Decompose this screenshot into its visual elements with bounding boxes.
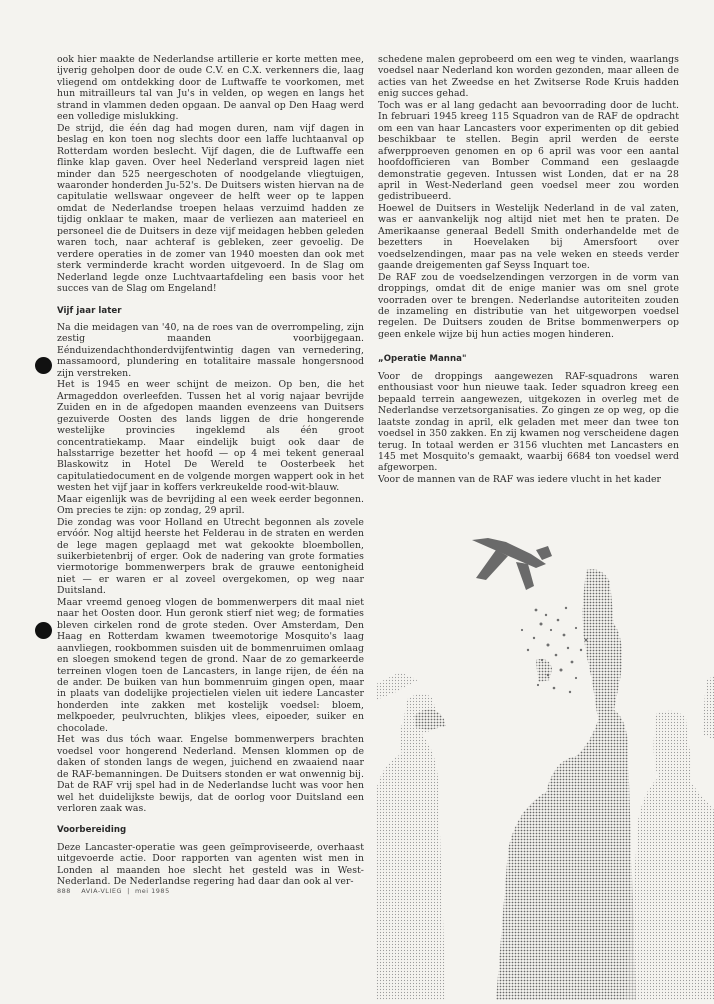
- left-column: [57, 54, 364, 888]
- body-paragraph: Het was dus tóch waar. Engelse bommenwerpers brachten voedsel voor hongerend Nederland. Mensen klommen op de daken of stonden langs de wegen, juichend en zwaaiend naar de RAF-bemanningen. De Duitsers stonden er wat onwennig bij. Dat de RAF vrij spel had in de Nederlandse lucht was voor hen wel het duidelijkste bewijs, dat de oorlog voor Duitsland een verloren zaak was.: [57, 734, 364, 814]
- halftone-photo-illustration: [376, 520, 714, 1000]
- body-paragraph: Deze Lancaster-operatie was geen geïmproviseerde, overhaast uitgevoerde actie. Door rapporten van agenten wist men in Londen al maanden hoe slecht het gesteld was in West-Nederland. De Nederlandse regering had daar dan ook al ver-: [57, 841, 364, 888]
- binder-hole-top: [35, 357, 52, 374]
- body-paragraph: Maar vreemd genoeg vlogen de bommenwerpers dit maal niet naar het Oosten door. Hun geronk stierf niet weg; de formaties bleven cirkelen rond de grote steden. Over Amsterdam, Den Haag en Rotterdam kwamen tweemotorige Mosquito's laag aanvliegen, rookbommen suisden uit de bommenruimen omlaag en sloegen smokend tegen de grond. Naar de zo gemarkeerde terreinen vlogen toen de Lancasters, in lange rijen, de één na de ander. De buiken van hun bommenruim gingen open, maar in plaats van dodelijke projectielen vielen uit iedere Lancaster honderden inte zakken met kostelijk voedsel: bloem, melkpoeder, peulvruchten, blikjes vlees, eipoeder, suiker en chocolade.: [57, 596, 364, 734]
- body-paragraph: schedene malen geprobeerd om een weg te vinden, waarlangs voedsel naar Nederland kon worden gezonden, maar alleen de acties van het Zweedse en het Zwitserse Rode Kruis hadden enig succes gehad.: [378, 54, 679, 100]
- section-heading-operatie-manna: „Operatie Manna": [378, 354, 467, 365]
- body-paragraph: De RAF zou de voedselzendingen verzorgen in de vorm van droppings, omdat dit de enige manier was om snel grote voorraden over te brengen. Nederlandse autoriteiten zouden de inzameling en distributie van het uitgeworpen voedsel regelen. De Duitsers zouden de Britse bommenwerpers op geen enkele wijze bij hun acties mogen hinderen.: [378, 271, 679, 340]
- issue-date: mei 1985: [134, 887, 170, 895]
- page-number: 888: [57, 887, 71, 895]
- body-paragraph: Toch was er al lang gedacht aan bevoorrading door de lucht. In februari 1945 kreeg 115 Squadron van de RAF de opdracht om een van haar Lancasters voor experimenten op dit gebied beschikbaar te stellen. Begin april werden de eerste afwerpproeven genomen en op 6 april was voor een aantal hoofdofficieren van Bomber Command een geslaagde demonstratie gegeven. Intussen wist Londen, dat er na 28 april in West-Nederland geen voedsel meer zou worden gedistribueerd.: [378, 99, 679, 203]
- section-heading-vijf-jaar-later: Vijf jaar later: [57, 305, 122, 316]
- page-footer: 888 AVIA-VLIEG | mei 1985: [57, 887, 170, 895]
- body-paragraph: Voor de mannen van de RAF was iedere vlucht in het kader: [378, 473, 662, 485]
- right-column: [378, 54, 679, 485]
- body-paragraph: Die zondag was voor Holland en Utrecht begonnen als zovele ervóór. Nog altijd heerste het Felderau in de straten en werden de lege magen geplaagd met wat gekookte bloembollen, suikerbietenbrij of erger. Ook de nadering van grote formaties viermotorige bommenwerpers brak de grauwe eentonigheid niet — er waren er al zoveel overgekomen, op weg naar Duitsland.: [57, 516, 364, 597]
- section-heading-voorbereiding: Voorbereiding: [57, 825, 127, 836]
- body-paragraph: Maar eigenlijk was de bevrijding al een week eerder begonnen. Om precies te zijn: op zondag, 29 april.: [57, 493, 364, 517]
- body-paragraph: ook hier maakte de Nederlandse artillerie er korte metten mee, ijverig geholpen door de oude C.V. en C.X. verkenners die, laag vliegend om ontdekking door de Luftwaffe te voorkomen, met hun mitrailleurs tal van Ju's in velden, op wegen en langs het strand in vlammen deden opgaan. De aanval op Den Haag werd een volledige mislukking.: [57, 54, 364, 123]
- body-paragraph: Het is 1945 en weer schijnt de meizon. Op ben, die het Armageddon overleefden. Tussen het al vorig najaar bevrijde Zuiden en in de afgedopen maanden evenzeens van Duitsers gezuiverde Oosten des lands liggen de drie hongerende westelijke provincies ingeklemd als één groot concentratiekamp. Maar eindelijk buigt ook daar de halsstarrige bezetter het hoofd — op 4 mei tekent generaal Blaskowitz in Hotel De Wereld te Oosterbeek het capitulatiedocument en de volgende morgen wappert ook in het westen het vijf jaar in koffers verkreukelde rood-wit-blauw.: [57, 379, 364, 494]
- body-paragraph: Na die meidagen van '40, na de roes van de overrompeling, zijn zestig maanden voorbijgegaan. Eénduizendachthonderdvijfentwintig dagen van vernedering, massamoord, plundering en totalitaire massale hongersnood zijn verstreken.: [57, 321, 364, 379]
- body-paragraph: Hoewel de Duitsers in Westelijk Nederland in de val zaten, was er aanvankelijk nog altijd niet met hen te praten. De Amerikaanse generaal Bedell Smith onderhandelde met de bezetters in Hoevelaken bij Amersfoort over voedselzendingen, maar pas na vele weken en steeds verder gaande dreigementen gaf Seyss Inquart toe.: [378, 202, 679, 272]
- publication-name: AVIA-VLIEG: [81, 887, 122, 895]
- binder-hole-bottom: [35, 622, 52, 639]
- photo-crowd-waving-at-bomber: [376, 520, 714, 1000]
- body-paragraph: De strijd, die één dag had mogen duren, nam vijf dagen in beslag en kon toen nog slechts door een laffe luchtaanval op Rotterdam worden beslecht. Vijf dagen, die de Luftwaffe een flinke klap gaven. Over heel Nederland verspreid lagen niet minder dan 525 neergeschoten of noodgelande vliegtuigen, waaronder honderden Ju-52's. De Duitsers wisten hiervan na de capitulatie wellswaar ongeveer de helft weer op te lappen omdat de Nederlandse troepen helaas verzuimd hadden ze tijdig onklaar te maken, maar de verliezen aan materieel en personeel die de Duitsers in deze vijf meidagen hebben geleden waren toch, naar achteraf is gebleken, zeer gevoelig. De verdere operaties in de zomer van 1940 moesten dan ook met sterk verminderde kracht worden uitgevoerd. In de Slag om Nederland legde onze Luchtvaartafdeling een basis voor het succes van de Slag om Engeland!: [57, 122, 364, 295]
- body-paragraph: Voor de droppings aangewezen RAF-squadrons waren enthousiast voor hun nieuwe taak. Ieder squadron kreeg een bepaald terrein aangewezen, uitgekozen in overleg met de Nederlandse verzetsorganisaties. Zo gingen ze op weg, op die laatste zondag in april, elk geladen met meer dan twee ton voedsel in 350 zakken. En zij kwamen nog verscheidene dagen terug. In totaal werden er 3156 vluchten met Lancasters en 145 met Mosquito's gemaakt, waarbij 6684 ton voedsel werd afgeworpen.: [378, 370, 679, 474]
